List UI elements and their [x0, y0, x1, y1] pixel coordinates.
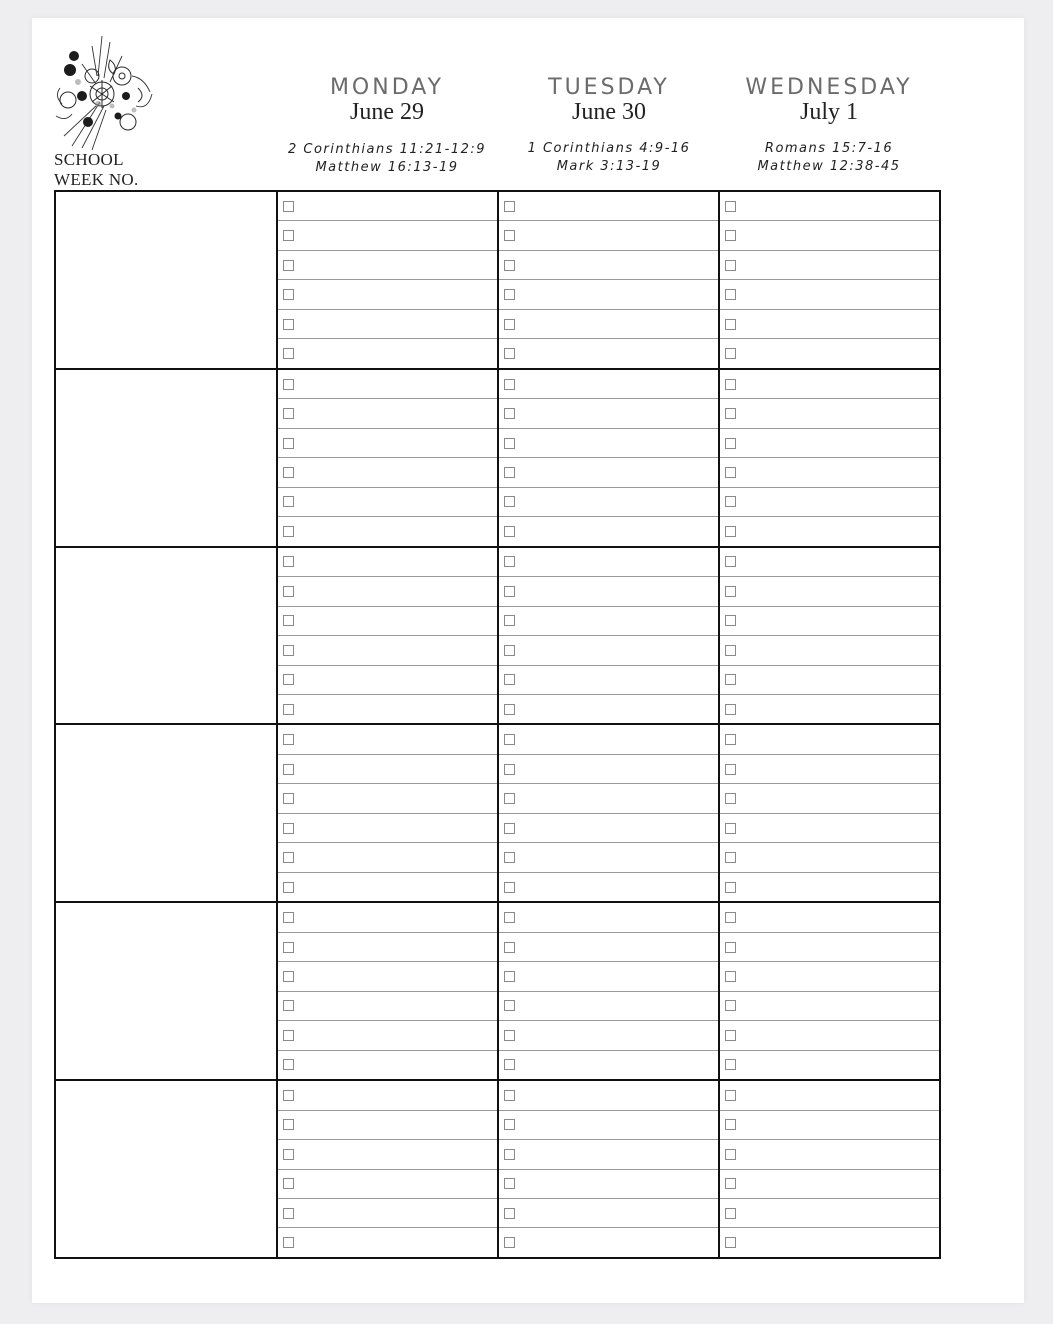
task-row[interactable] [720, 933, 939, 962]
checkbox-icon[interactable] [725, 408, 736, 419]
task-row[interactable] [499, 429, 718, 458]
task-row[interactable] [720, 429, 939, 458]
checkbox-icon[interactable] [725, 1149, 736, 1160]
checkbox-icon[interactable] [504, 1119, 515, 1130]
checkbox-icon[interactable] [504, 1149, 515, 1160]
task-row[interactable] [278, 310, 497, 339]
subject-block [56, 725, 939, 903]
task-row[interactable] [720, 1111, 939, 1140]
day-task-column [499, 192, 720, 368]
checkbox-icon[interactable] [725, 201, 736, 212]
day-name: MONDAY [329, 75, 445, 100]
task-row[interactable] [278, 1140, 497, 1169]
task-row[interactable] [720, 280, 939, 309]
checkbox-icon[interactable] [283, 379, 294, 390]
task-row[interactable] [720, 517, 939, 545]
task-row[interactable] [278, 992, 497, 1021]
readings-wednesday [718, 140, 940, 176]
day-task-column [278, 192, 499, 368]
checkbox-icon[interactable] [504, 1208, 515, 1219]
task-row[interactable] [499, 192, 718, 221]
task-row[interactable] [278, 1081, 497, 1110]
checkbox-icon[interactable] [725, 1059, 736, 1070]
task-row[interactable] [278, 1051, 497, 1079]
task-row[interactable] [278, 695, 497, 723]
checkbox-icon[interactable] [725, 289, 736, 300]
checkbox-icon[interactable] [283, 438, 294, 449]
task-row[interactable] [278, 251, 497, 280]
task-row[interactable] [278, 933, 497, 962]
task-row[interactable] [278, 429, 497, 458]
checkbox-icon[interactable] [283, 734, 294, 745]
task-row[interactable] [499, 548, 718, 577]
task-row[interactable] [499, 280, 718, 309]
task-row[interactable] [278, 843, 497, 872]
readings-monday [276, 141, 498, 177]
day-task-column [499, 725, 720, 901]
readings-tuesday [498, 140, 720, 176]
day-task-column [499, 370, 720, 546]
checkbox-icon[interactable] [283, 586, 294, 597]
task-row[interactable] [499, 873, 718, 901]
checkbox-icon[interactable] [504, 971, 515, 982]
task-row[interactable] [278, 607, 497, 636]
checkbox-icon[interactable] [504, 764, 515, 775]
task-row[interactable] [499, 755, 718, 784]
task-row[interactable] [720, 1051, 939, 1079]
task-row[interactable] [720, 962, 939, 991]
task-row[interactable] [499, 1228, 718, 1256]
day-task-column [720, 725, 939, 901]
checkbox-icon[interactable] [283, 704, 294, 715]
checkbox-icon[interactable] [504, 260, 515, 271]
checkbox-icon[interactable] [725, 823, 736, 834]
task-row[interactable] [499, 1140, 718, 1169]
checkbox-icon[interactable] [725, 1119, 736, 1130]
task-row[interactable] [499, 310, 718, 339]
checkbox-icon[interactable] [283, 1000, 294, 1011]
checkbox-icon[interactable] [283, 645, 294, 656]
reading-line: Romans 15:7-16 [764, 141, 894, 156]
task-row[interactable] [499, 488, 718, 517]
task-row[interactable] [499, 933, 718, 962]
checkbox-icon[interactable] [283, 1030, 294, 1041]
checkbox-icon[interactable] [283, 556, 294, 567]
task-row[interactable] [278, 221, 497, 250]
day-task-column [278, 548, 499, 724]
checkbox-icon[interactable] [504, 912, 515, 923]
checkbox-icon[interactable] [725, 379, 736, 390]
checkbox-icon[interactable] [283, 230, 294, 241]
task-row[interactable] [499, 399, 718, 428]
checkbox-icon[interactable] [504, 586, 515, 597]
task-row[interactable] [720, 310, 939, 339]
checkbox-icon[interactable] [725, 942, 736, 953]
task-row[interactable] [278, 784, 497, 813]
task-row[interactable] [499, 221, 718, 250]
checkbox-icon[interactable] [725, 704, 736, 715]
day-name: TUESDAY [548, 75, 670, 100]
checkbox-icon[interactable] [504, 1000, 515, 1011]
checkbox-icon[interactable] [725, 348, 736, 359]
task-row[interactable] [278, 636, 497, 665]
task-row[interactable] [499, 1170, 718, 1199]
task-row[interactable] [499, 1021, 718, 1050]
day-date: June 30 [572, 99, 646, 125]
task-row[interactable] [720, 1081, 939, 1110]
task-row[interactable] [278, 666, 497, 695]
reading-line: Mark 3:13-19 [556, 159, 662, 174]
checkbox-icon[interactable] [504, 467, 515, 478]
task-row[interactable] [278, 399, 497, 428]
task-row[interactable] [720, 873, 939, 901]
checkbox-icon[interactable] [725, 1178, 736, 1189]
task-row[interactable] [720, 725, 939, 754]
checkbox-icon[interactable] [504, 526, 515, 537]
task-row[interactable] [499, 695, 718, 723]
task-row[interactable] [720, 843, 939, 872]
task-row[interactable] [499, 1081, 718, 1110]
day-task-column [720, 903, 939, 1079]
checkbox-icon[interactable] [725, 645, 736, 656]
task-row[interactable] [278, 962, 497, 991]
checkbox-icon[interactable] [283, 201, 294, 212]
checkbox-icon[interactable] [504, 496, 515, 507]
checkbox-icon[interactable] [283, 823, 294, 834]
day-task-column [720, 548, 939, 724]
subject-cell[interactable] [56, 725, 278, 901]
task-row[interactable] [499, 458, 718, 487]
checkbox-icon[interactable] [725, 1237, 736, 1248]
task-row[interactable] [720, 488, 939, 517]
checkbox-icon[interactable] [725, 615, 736, 626]
task-row[interactable] [278, 814, 497, 843]
day-date: July 1 [799, 99, 858, 125]
reading-line: Matthew 12:38-45 [757, 159, 901, 174]
task-row[interactable] [720, 607, 939, 636]
day-header-monday [276, 74, 498, 124]
checkbox-icon[interactable] [725, 496, 736, 507]
task-row[interactable] [720, 548, 939, 577]
task-row[interactable] [499, 962, 718, 991]
task-row[interactable] [499, 370, 718, 399]
task-row[interactable] [720, 1140, 939, 1169]
task-row[interactable] [720, 192, 939, 221]
task-row[interactable] [499, 1199, 718, 1228]
checkbox-icon[interactable] [504, 1237, 515, 1248]
task-row[interactable] [499, 517, 718, 545]
checkbox-icon[interactable] [504, 438, 515, 449]
checkbox-icon[interactable] [504, 704, 515, 715]
checkbox-icon[interactable] [283, 971, 294, 982]
subject-cell[interactable] [56, 1081, 278, 1257]
task-row[interactable] [278, 370, 497, 399]
checkbox-icon[interactable] [283, 942, 294, 953]
task-row[interactable] [720, 695, 939, 723]
checkbox-icon[interactable] [504, 230, 515, 241]
checkbox-icon[interactable] [504, 645, 515, 656]
task-row[interactable] [278, 903, 497, 932]
subject-cell[interactable] [56, 548, 278, 724]
task-row[interactable] [278, 1111, 497, 1140]
checkbox-icon[interactable] [725, 1000, 736, 1011]
day-task-column [278, 370, 499, 546]
checkbox-icon[interactable] [725, 764, 736, 775]
checkbox-icon[interactable] [725, 734, 736, 745]
checkbox-icon[interactable] [283, 674, 294, 685]
task-row[interactable] [720, 1199, 939, 1228]
task-row[interactable] [720, 1228, 939, 1256]
task-row[interactable] [499, 992, 718, 1021]
task-row[interactable] [499, 1111, 718, 1140]
checkbox-icon[interactable] [283, 1178, 294, 1189]
task-row[interactable] [499, 636, 718, 665]
checkbox-icon[interactable] [283, 852, 294, 863]
subject-block [56, 192, 939, 370]
checkbox-icon[interactable] [725, 793, 736, 804]
day-task-column [720, 1081, 939, 1257]
checkbox-icon[interactable] [504, 289, 515, 300]
checkbox-icon[interactable] [504, 1030, 515, 1041]
task-row[interactable] [720, 903, 939, 932]
task-row[interactable] [499, 843, 718, 872]
checkbox-icon[interactable] [283, 793, 294, 804]
checkbox-icon[interactable] [725, 586, 736, 597]
checkbox-icon[interactable] [283, 912, 294, 923]
checkbox-icon[interactable] [504, 556, 515, 567]
task-row[interactable] [278, 1170, 497, 1199]
checkbox-icon[interactable] [283, 1208, 294, 1219]
reading-line: Matthew 16:13-19 [315, 160, 459, 175]
school-label-line1: SCHOOL [54, 150, 124, 169]
checkbox-icon[interactable] [283, 260, 294, 271]
subject-cell[interactable] [56, 370, 278, 546]
day-task-column [499, 548, 720, 724]
checkbox-icon[interactable] [725, 912, 736, 923]
task-row[interactable] [720, 221, 939, 250]
day-task-column [720, 192, 939, 368]
checkbox-icon[interactable] [283, 1149, 294, 1160]
task-row[interactable] [278, 339, 497, 367]
checkbox-icon[interactable] [725, 319, 736, 330]
checkbox-icon[interactable] [283, 615, 294, 626]
checkbox-icon[interactable] [725, 230, 736, 241]
checkbox-icon[interactable] [283, 764, 294, 775]
task-row[interactable] [720, 458, 939, 487]
checkbox-icon[interactable] [504, 319, 515, 330]
task-row[interactable] [278, 458, 497, 487]
day-task-column [720, 370, 939, 546]
task-row[interactable] [720, 1021, 939, 1050]
subject-block [56, 370, 939, 548]
day-header-tuesday [498, 74, 720, 124]
task-row[interactable] [720, 577, 939, 606]
checkbox-icon[interactable] [725, 556, 736, 567]
task-row[interactable] [278, 488, 497, 517]
checkbox-icon[interactable] [283, 1059, 294, 1070]
day-date: June 29 [350, 99, 424, 125]
checkbox-icon[interactable] [504, 348, 515, 359]
task-row[interactable] [278, 725, 497, 754]
checkbox-icon[interactable] [725, 971, 736, 982]
task-row[interactable] [278, 755, 497, 784]
checkbox-icon[interactable] [504, 1178, 515, 1189]
task-row[interactable] [720, 251, 939, 280]
subject-block [56, 903, 939, 1081]
checkbox-icon[interactable] [283, 348, 294, 359]
task-row[interactable] [720, 399, 939, 428]
checkbox-icon[interactable] [725, 260, 736, 271]
checkbox-icon[interactable] [725, 1090, 736, 1101]
task-row[interactable] [278, 192, 497, 221]
task-row[interactable] [278, 517, 497, 545]
checkbox-icon[interactable] [725, 674, 736, 685]
day-name: WEDNESDAY [745, 75, 913, 100]
task-row[interactable] [499, 1051, 718, 1079]
task-row[interactable] [499, 577, 718, 606]
checkbox-icon[interactable] [504, 1090, 515, 1101]
day-task-column [278, 725, 499, 901]
checkbox-icon[interactable] [504, 408, 515, 419]
task-row[interactable] [499, 784, 718, 813]
task-row[interactable] [278, 1199, 497, 1228]
day-task-column [278, 1081, 499, 1257]
checkbox-icon[interactable] [283, 319, 294, 330]
task-row[interactable] [499, 725, 718, 754]
task-row[interactable] [720, 814, 939, 843]
checkbox-icon[interactable] [725, 526, 736, 537]
checkbox-icon[interactable] [504, 852, 515, 863]
subject-block [56, 548, 939, 726]
checkbox-icon[interactable] [283, 1237, 294, 1248]
checkbox-icon[interactable] [283, 882, 294, 893]
task-row[interactable] [278, 548, 497, 577]
checkbox-icon[interactable] [283, 408, 294, 419]
subject-block [56, 1081, 939, 1257]
task-row[interactable] [499, 903, 718, 932]
checkbox-icon[interactable] [504, 1059, 515, 1070]
school-label-line2: WEEK NO. [54, 170, 139, 189]
checkbox-icon[interactable] [504, 201, 515, 212]
task-row[interactable] [720, 784, 939, 813]
checkbox-icon[interactable] [725, 1030, 736, 1041]
task-row[interactable] [499, 251, 718, 280]
reading-line: 1 Corinthians 4:9-16 [527, 141, 691, 156]
checkbox-icon[interactable] [504, 615, 515, 626]
task-row[interactable] [278, 577, 497, 606]
checkbox-icon[interactable] [283, 526, 294, 537]
checkbox-icon[interactable] [283, 496, 294, 507]
task-row[interactable] [720, 370, 939, 399]
task-row[interactable] [720, 636, 939, 665]
task-row[interactable] [720, 992, 939, 1021]
task-row[interactable] [278, 280, 497, 309]
task-row[interactable] [499, 814, 718, 843]
checkbox-icon[interactable] [725, 438, 736, 449]
floral-bouquet-icon [52, 36, 156, 152]
subject-cell[interactable] [56, 192, 278, 368]
day-task-column [278, 903, 499, 1079]
checkbox-icon[interactable] [283, 1090, 294, 1101]
checkbox-icon[interactable] [283, 467, 294, 478]
task-row[interactable] [278, 873, 497, 901]
day-task-column [499, 1081, 720, 1257]
task-row[interactable] [278, 1228, 497, 1256]
day-task-column [499, 903, 720, 1079]
checkbox-icon[interactable] [504, 882, 515, 893]
checkbox-icon[interactable] [725, 1208, 736, 1219]
checkbox-icon[interactable] [504, 793, 515, 804]
checkbox-icon[interactable] [725, 852, 736, 863]
task-row[interactable] [499, 607, 718, 636]
school-week-label [54, 150, 139, 190]
task-row[interactable] [720, 666, 939, 695]
checkbox-icon[interactable] [283, 289, 294, 300]
task-row[interactable] [720, 1170, 939, 1199]
checkbox-icon[interactable] [725, 467, 736, 478]
task-row[interactable] [499, 666, 718, 695]
checkbox-icon[interactable] [504, 734, 515, 745]
task-row[interactable] [720, 339, 939, 367]
task-row[interactable] [278, 1021, 497, 1050]
checkbox-icon[interactable] [725, 882, 736, 893]
weekly-task-grid [54, 190, 941, 1259]
checkbox-icon[interactable] [504, 942, 515, 953]
task-row[interactable] [499, 339, 718, 367]
task-row[interactable] [720, 755, 939, 784]
subject-cell[interactable] [56, 903, 278, 1079]
reading-line: 2 Corinthians 11:21-12:9 [287, 142, 487, 157]
checkbox-icon[interactable] [504, 674, 515, 685]
day-header-wednesday [718, 74, 940, 124]
checkbox-icon[interactable] [283, 1119, 294, 1130]
checkbox-icon[interactable] [504, 379, 515, 390]
checkbox-icon[interactable] [504, 823, 515, 834]
